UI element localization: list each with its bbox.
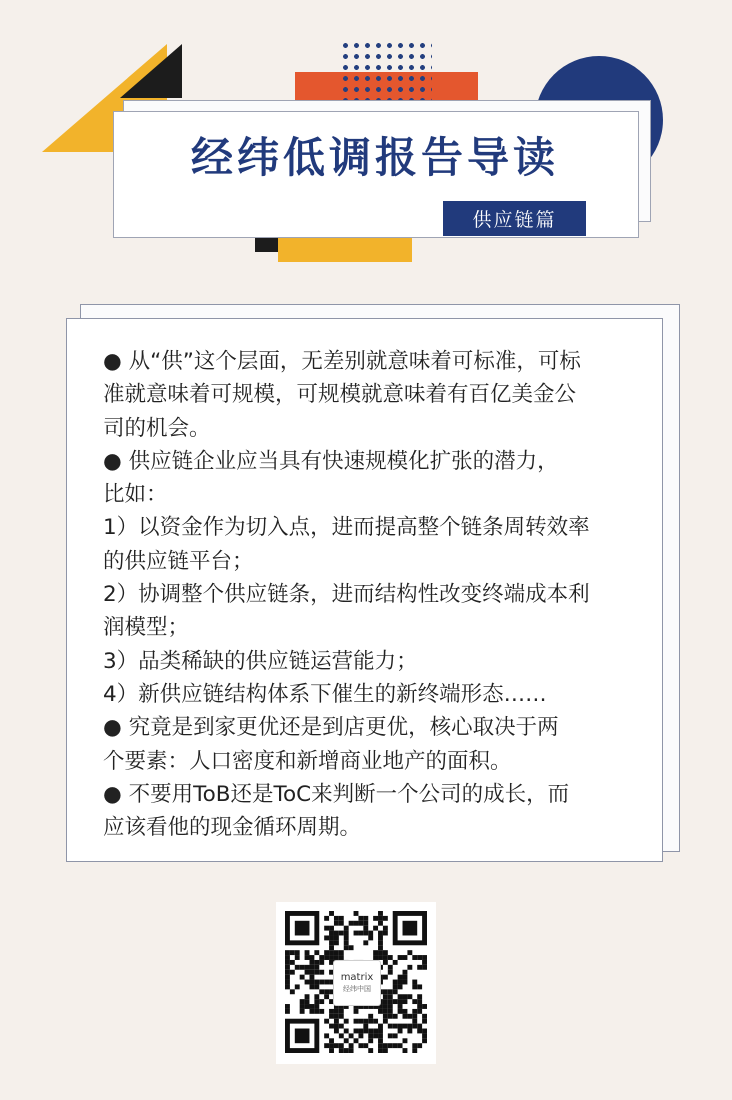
content-line: 1）以资金作为切入点，进而提高整个链条周转效率	[103, 515, 590, 541]
content-line: 司的机会。	[103, 415, 211, 441]
content-line: 应该看他的现金循环周期。	[103, 815, 362, 841]
page-title: 经纬低调报告导读	[190, 133, 559, 182]
content-line: 4）新供应链结构体系下催生的新终端形态……	[103, 681, 547, 707]
dot-pattern-decoration	[340, 40, 432, 100]
content-line: ● 不要用ToB还是ToC来判断一个公司的成长，而	[103, 781, 570, 807]
content-line: ● 究竟是到家更优还是到店更优，核心取决于两	[103, 715, 559, 741]
content-line: ● 供应链企业应当具有快速规模化扩张的潜力，	[103, 448, 559, 474]
qr-logo-subtext: 经纬中国	[343, 985, 371, 993]
content-line: ● 从“供”这个层面，无差别就意味着可标准，可标	[103, 349, 581, 374]
content-line: 3）品类稀缺的供应链运营能力；	[103, 648, 418, 674]
qr-code[interactable]	[276, 902, 436, 1064]
content-line: 个要素：人口密度和新增商业地产的面积。	[103, 748, 512, 774]
content-line: 润模型；	[103, 615, 190, 641]
qr-logo-text: matrix	[340, 972, 374, 983]
qr-logo	[333, 960, 381, 1006]
content-line: 的供应链平台；	[103, 548, 254, 574]
content-line: 2）协调整个供应链条，进而结构性改变终端成本利	[103, 582, 590, 608]
content-card	[66, 318, 663, 862]
subtitle-badge: 供应链篇	[443, 201, 586, 236]
content-line: 准就意味着可规模，可规模就意味着有百亿美金公	[103, 382, 577, 408]
content-line: 比如：	[103, 482, 168, 508]
black-triangle-decoration	[120, 44, 182, 98]
yellow-bar-decoration	[278, 236, 412, 262]
